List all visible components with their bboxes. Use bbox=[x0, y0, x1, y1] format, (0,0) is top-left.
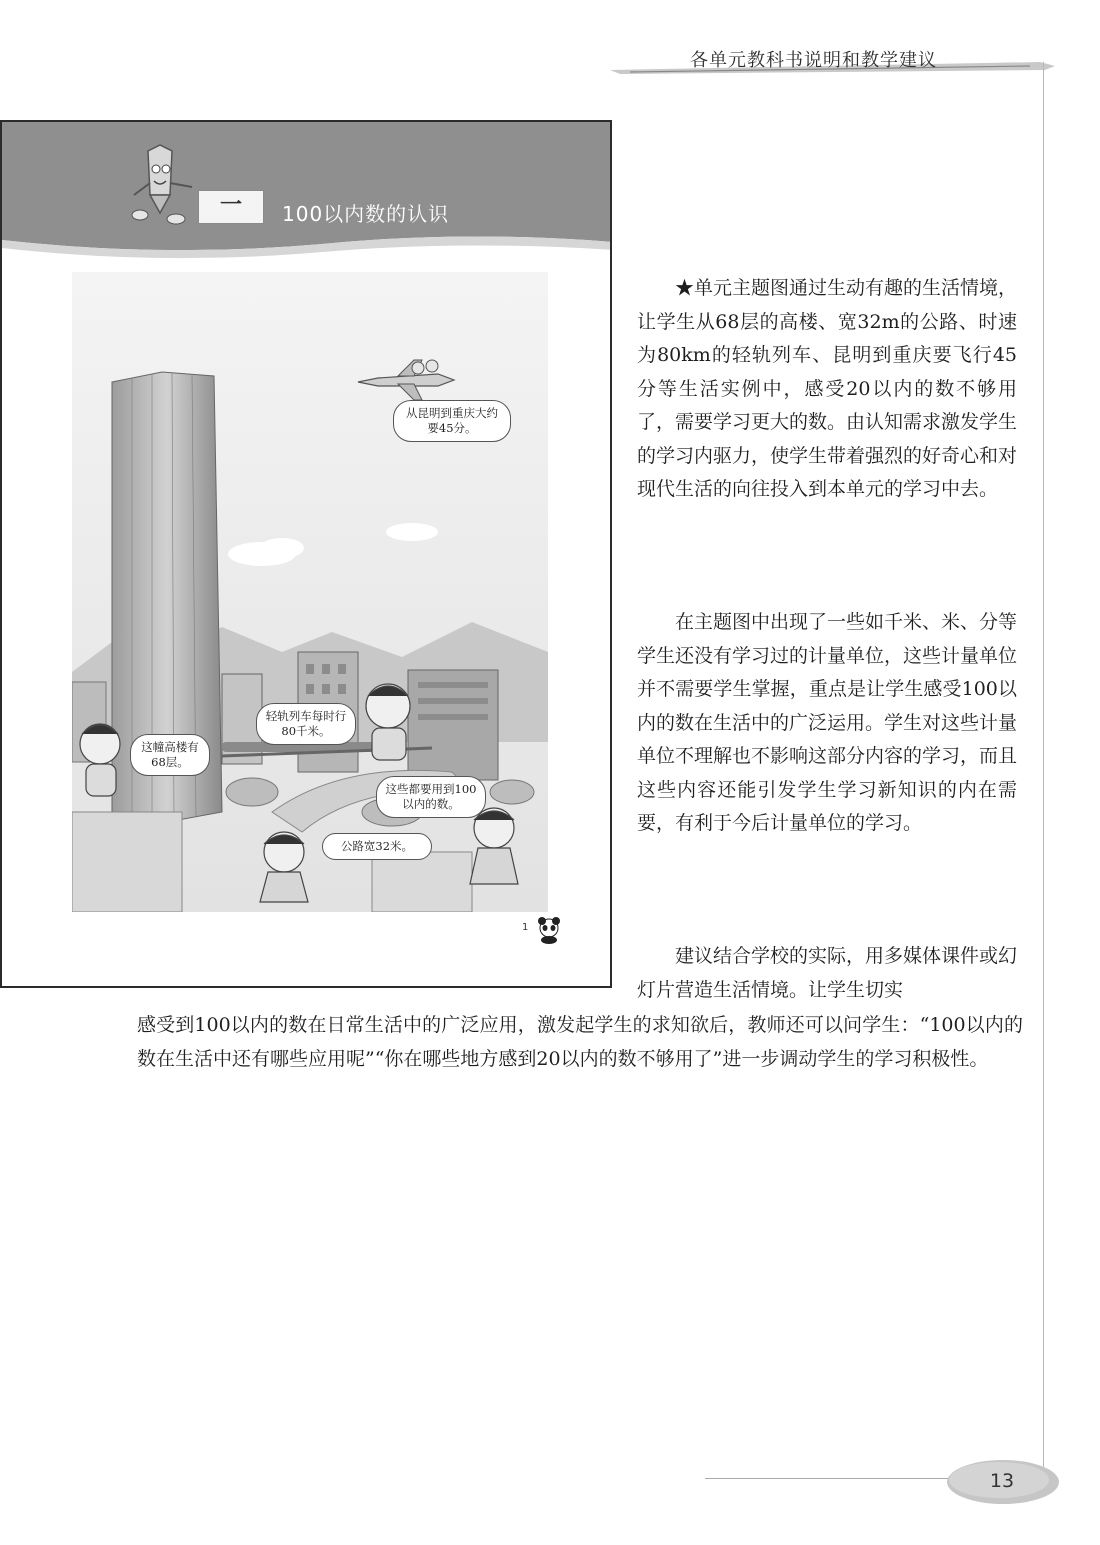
unit-banner bbox=[2, 122, 612, 262]
theme-illustration bbox=[72, 272, 548, 912]
speech-bubble-plane: 从昆明到重庆大约要45分。 bbox=[393, 400, 511, 442]
paragraph-theme-image: ★单元主题图通过生动有趣的生活情境，让学生从68层的高楼、宽32m的公路、时速为80km的轻轨列车、昆明到重庆要飞行45分等生活实例中，感受20以内的数不够用了，需要学习更大的数。由认知需求激发学生的学习内驱力，使学生带着强烈的好奇心和对现代生活的向往投入到本单元的学习中去。 bbox=[637, 277, 1018, 500]
right-margin-rule bbox=[1043, 62, 1044, 1472]
speech-bubble-road: 公路宽32米。 bbox=[322, 833, 432, 860]
unit-number-tab: 一 bbox=[198, 190, 264, 224]
page-number: 13 bbox=[989, 1470, 1015, 1492]
paragraph-suggestion-start: 建议结合学校的实际，用多媒体课件或幻灯片营造生活情境。让学生切实 bbox=[637, 945, 1018, 1001]
unit-title: 100以内数的认识 bbox=[282, 202, 450, 226]
pencil-mascot-icon bbox=[126, 143, 206, 233]
speech-bubble-building: 这幢高楼有68层。 bbox=[130, 734, 210, 776]
paragraph-measurement-units: 在主题图中出现了一些如千米、米、分等学生还没有学习过的计量单位，这些计量单位并不需要学生掌握，重点是让学生感受100以内的数在生活中的广泛运用。学生对这些计量单位不理解也不影响这部分内容的学习，而且这些内容还能引发学生学习新知识的内在需要，有利于今后计量单位的学习。 bbox=[637, 611, 1018, 834]
panda-icon bbox=[534, 914, 564, 944]
speech-bubble-train: 轻轨列车每时行80千米。 bbox=[256, 703, 356, 745]
paragraph-suggestion-continued: 感受到100以内的数在日常生活中的广泛应用，激发起学生的求知欲后，教师还可以问学生：“100以内的数在生活中还有哪些应用呢”“你在哪些地方感到20以内的数不够用了”进一步调动学生的学习积极性。 bbox=[137, 1014, 1023, 1070]
running-header-title: 各单元教科书说明和教学建议 bbox=[690, 50, 937, 71]
textbook-page-number: 1 bbox=[522, 922, 529, 933]
speech-bubble-numbers: 这些都要用到100以内的数。 bbox=[376, 776, 486, 818]
